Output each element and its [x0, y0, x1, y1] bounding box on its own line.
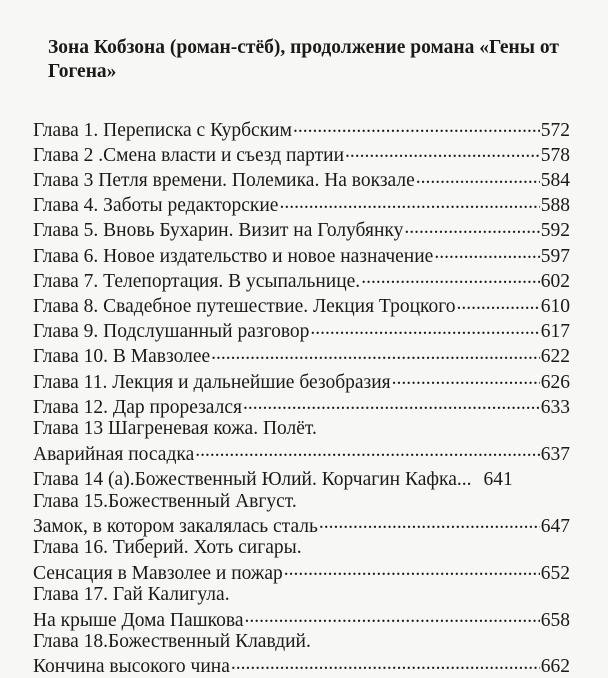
toc-entry-title: Аварийная посадка	[33, 443, 195, 465]
dot-leader	[245, 606, 540, 626]
table-of-contents	[33, 116, 570, 678]
toc-entry-title: Глава 16. Тиберий. Хоть сигары.	[33, 537, 302, 559]
toc-entry	[33, 418, 570, 440]
toc-entry-title: Глава 9. Подслушанный разговор	[33, 321, 310, 343]
toc-entry-title: Глава 2 .Смена власти и съезд партии	[33, 144, 345, 166]
toc-entry	[33, 166, 570, 191]
toc-entry	[33, 292, 570, 317]
toc-entry-title: Глава 3 Петля времени. Полемика. На вокзале	[33, 169, 415, 191]
toc-entry	[33, 537, 570, 559]
toc-entry	[33, 217, 570, 242]
dot-leader	[416, 166, 540, 186]
toc-entry-title: Глава 10. В Мавзолее	[33, 346, 211, 368]
dot-leader	[392, 368, 540, 388]
dot-leader	[434, 242, 539, 262]
toc-entry-title: Глава 17. Гай Калигула.	[33, 584, 230, 606]
toc-entry	[33, 606, 570, 631]
toc-entry-page-number: 584	[540, 169, 570, 191]
toc-entry	[33, 393, 570, 418]
toc-entry-page-number: 652	[540, 562, 570, 584]
toc-entry-page-number: 578	[540, 144, 570, 166]
toc-entry-page-number: 602	[540, 270, 570, 292]
section-heading: Зона Кобзона (роман-стёб), продолжение романа «Гены от Гогена»	[48, 37, 559, 82]
dot-leader	[345, 141, 540, 161]
toc-entry-page-number: 641	[483, 468, 513, 490]
toc-entry	[33, 116, 570, 141]
toc-entry-page-number: 617	[540, 321, 570, 343]
toc-entry	[33, 653, 570, 678]
toc-entry-title: Сенсация в Мавзолее и пожар	[33, 562, 283, 584]
dot-leader	[211, 343, 540, 363]
toc-entry-page-number: 662	[540, 656, 570, 678]
toc-entry-title: Глава 12. Дар прорезался	[33, 396, 242, 418]
toc-entry	[33, 440, 570, 465]
toc-entry-page-number: 658	[540, 609, 570, 631]
toc-entry	[33, 141, 570, 166]
toc-entry-page-number: 610	[540, 295, 570, 317]
toc-entry	[33, 242, 570, 267]
dot-leader	[310, 318, 539, 338]
dot-leader	[404, 217, 539, 237]
toc-entry-title: Глава 7. Телепортация. В усыпальнице.	[33, 270, 361, 292]
dot-leader	[284, 559, 540, 579]
toc-entry-title: Глава 8. Свадебное путешествие. Лекция Троцкого	[33, 295, 456, 317]
toc-entry-title: Глава 15.Божественный Август.	[33, 490, 297, 512]
toc-entry	[33, 465, 570, 490]
toc-entry	[33, 192, 570, 217]
toc-entry-page-number: 597	[540, 245, 570, 267]
dot-leader	[195, 440, 540, 460]
toc-entry-title: Кончина высокого чина	[33, 656, 230, 678]
dot-leader	[319, 512, 540, 532]
toc-entry-title: Глава 11. Лекция и дальнейшие безобразия	[33, 371, 391, 393]
toc-entry-page-number: 592	[540, 220, 570, 242]
toc-entry-title: Глава 4. Заботы редакторские	[33, 195, 279, 217]
toc-entry-title: Глава 13 Шагреневая кожа. Полёт.	[33, 418, 317, 440]
toc-entry-page-number: 637	[540, 443, 570, 465]
toc-entry-page-number: 633	[540, 396, 570, 418]
toc-entry-title: Глава 5. Вновь Бухарин. Визит на Голубянку	[33, 220, 404, 242]
dot-leader	[243, 393, 540, 413]
toc-entry	[33, 559, 570, 584]
toc-entry	[33, 267, 570, 292]
dot-leader	[361, 267, 540, 287]
toc-entry-title: Глава 18.Божественный Клавдий.	[33, 631, 311, 653]
toc-entry-page-number: 588	[540, 195, 570, 217]
dot-leader	[472, 465, 482, 485]
toc-entry-page-number: 647	[540, 515, 570, 537]
dot-leader	[231, 653, 540, 673]
toc-entry-page-number: 572	[540, 119, 570, 141]
toc-entry	[33, 491, 570, 513]
toc-entry-title: Глава 14 (а).Божественный Юлий. Корчагин Кафка...	[33, 468, 472, 490]
dot-leader	[293, 116, 540, 136]
toc-entry	[33, 343, 570, 368]
toc-entry-page-number: 626	[540, 371, 570, 393]
toc-entry-title: Глава 1. Переписка с Курбским	[33, 119, 292, 141]
toc-entry	[33, 318, 570, 343]
toc-entry-page-number: 622	[540, 346, 570, 368]
toc-entry-title: Глава 6. Новое издательство и новое назначение	[33, 245, 434, 267]
toc-entry	[33, 512, 570, 537]
toc-entry	[33, 584, 570, 606]
toc-entry-title: На крыше Дома Пашкова	[33, 609, 244, 631]
toc-entry	[33, 631, 570, 653]
dot-leader	[457, 292, 540, 312]
toc-entry	[33, 368, 570, 393]
toc-entry-title: Замок, в котором закалялась сталь	[33, 515, 318, 537]
dot-leader	[279, 192, 539, 212]
